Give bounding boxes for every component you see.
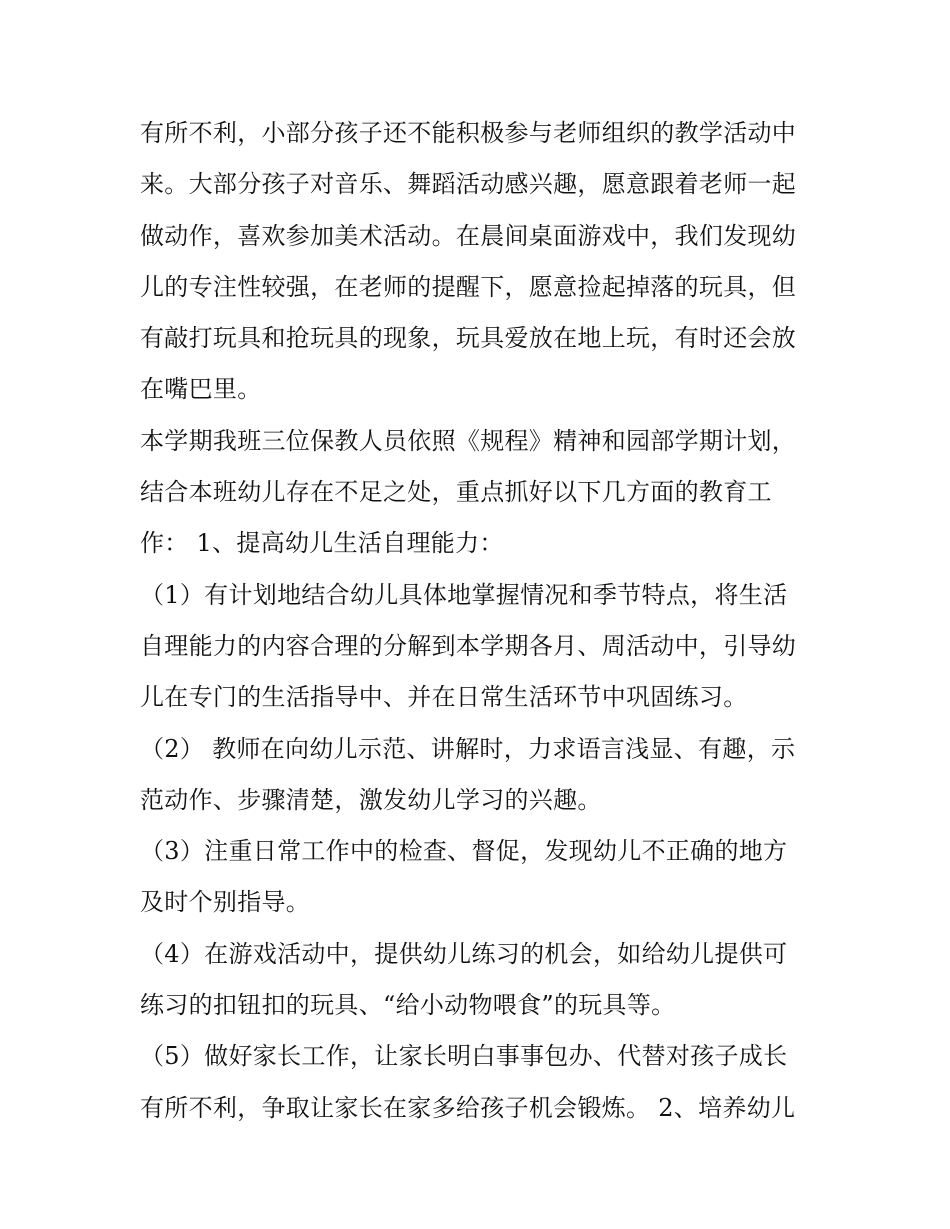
text-line-7: 本学期我班三位保教人员依照《规程》精神和园部学期计划， bbox=[140, 426, 797, 455]
text-line-6: 在嘴巴里。 bbox=[140, 375, 262, 404]
text-line-16: 及时个别指导。 bbox=[140, 888, 311, 917]
text-line-20: 有所不利，争取让家长在家多给孩子机会锻炼。 2、培养幼儿 bbox=[140, 1093, 796, 1122]
text-line-19: （5）做好家长工作，让家长明白事事包办、代替对孩子成长 bbox=[140, 1042, 788, 1071]
text-line-1: 有所不利，小部分孩子还不能积极参与老师组织的教学活动中 bbox=[140, 119, 797, 147]
text-line-18: 练习的扣钮扣的玩具、“给小动物喂食”的玩具等。 bbox=[140, 991, 676, 1020]
text-line-17: （4）在游戏活动中，提供幼儿练习的机会，如给幼儿提供可 bbox=[140, 939, 788, 968]
text-line-11: 自理能力的内容合理的分解到本学期各月、周活动中，引导幼 bbox=[140, 631, 797, 660]
text-line-3: 做动作，喜欢参加美术活动。在晨间桌面游戏中，我们发现幼 bbox=[140, 221, 797, 250]
text-line-15: （3）注重日常工作中的检查、督促，发现幼儿不正确的地方 bbox=[140, 837, 788, 866]
text-line-14: 范动作、步骤清楚，激发幼儿学习的兴趣。 bbox=[140, 785, 602, 814]
text-line-5: 有敲打玩具和抢玩具的现象，玩具爱放在地上玩，有时还会放 bbox=[140, 324, 797, 353]
text-line-9: 作： 1、提高幼儿生活自理能力： bbox=[140, 529, 504, 558]
text-line-10: （1）有计划地结合幼儿具体地掌握情况和季节特点，将生活 bbox=[140, 580, 788, 609]
text-line-13: （2） 教师在向幼儿示范、讲解时，力求语言浅显、有趣，示 bbox=[140, 734, 796, 763]
text-line-12: 儿在专门的生活指导中、并在日常生活环节中巩固练习。 bbox=[140, 683, 748, 712]
document-body-text bbox=[140, 108, 820, 1134]
text-line-4: 儿的专注性较强，在老师的提醒下，愿意捡起掉落的玩具，但 bbox=[140, 272, 797, 301]
text-line-2: 来。大部分孩子对音乐、舞蹈活动感兴趣，愿意跟着老师一起 bbox=[140, 170, 797, 199]
text-line-8: 结合本班幼儿存在不足之处，重点抓好以下几方面的教育工 bbox=[140, 478, 772, 507]
